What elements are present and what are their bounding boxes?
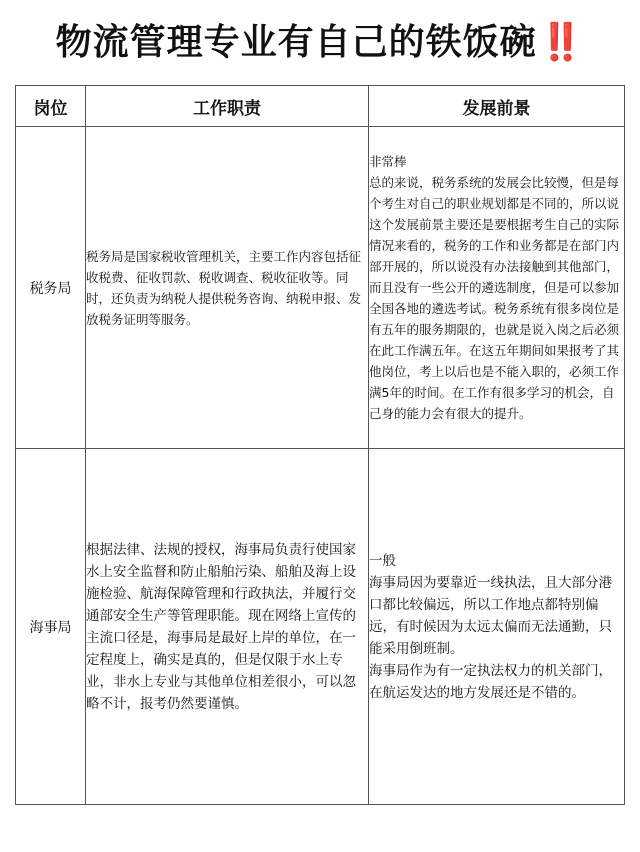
header-prospect: 发展前景	[369, 86, 625, 127]
double-exclamation-icon: ‼️	[538, 22, 585, 63]
duty-cell-maritime: 根据法律、法规的授权，海事局负责行使国家水上安全监督和防止船舶污染、船舶及海上设施检验、航海保障管理和行政执法，并履行交通部安全生产等管理职能。现在网络上宣传的主流口径是，海事局是最好上岸的单位，在一定程度上，确实是真的，但是仅限于水上专业，非水上专业与其他单位相差很小，可以忽略不计，报考仍然要谨慎。	[86, 449, 369, 805]
duty-cell-tax: 税务局是国家税收管理机关，主要工作内容包括征收税费、征收罚款、税收调查、税收征收等。同时，还负责为纳税人提供税务咨询、纳税申报、发放税务证明等服务。	[86, 127, 369, 449]
prospect-rating: 一般	[369, 552, 396, 569]
prospect-text: 总的来说，税务系统的发展会比较慢，但是每个考生对自己的职业规划都是不同的，所以说这个发展前景主要还是要根据考生自己的实际情况来看的，税务的工作和业务都是在部门内部开展的，所以说没有办法接触到其他部门，而且没有一些公开的遴选制度，但是可以参加全国各地的遴选考试。税务系统有很多岗位是有五年的服务期限的，也就是说入岗之后必须在此工作满五年。在这五年期间如果报考了其他岗位，考上以后也是不能入职的，必须工作满5年的时间。在工作有很多学习的机会，自己身的能力会有很大的提升。	[369, 175, 620, 421]
page-title-text: 物流管理专业有自己的铁饭碗	[55, 22, 537, 63]
prospect-text-2: 海事局作为有一定执法权力的机关部门，在航运发达的地方发展还是不错的。	[369, 662, 612, 701]
header-post: 岗位	[16, 86, 86, 127]
prospect-cell-maritime	[369, 449, 625, 805]
page-title	[0, 14, 640, 65]
post-cell-maritime: 海事局	[16, 449, 86, 805]
prospect-cell-tax	[369, 127, 625, 449]
table-row	[16, 449, 625, 805]
prospect-rating: 非常棒	[369, 154, 407, 169]
table-header-row	[16, 86, 625, 127]
prospect-text: 海事局因为要靠近一线执法，且大部分港口都比较偏远，所以工作地点都特别偏远，有时候因为太远太偏而无法通勤，只能采用倒班制。	[369, 574, 612, 657]
header-duty: 工作职责	[86, 86, 369, 127]
info-table	[15, 85, 625, 805]
table-row	[16, 127, 625, 449]
post-cell-tax: 税务局	[16, 127, 86, 449]
